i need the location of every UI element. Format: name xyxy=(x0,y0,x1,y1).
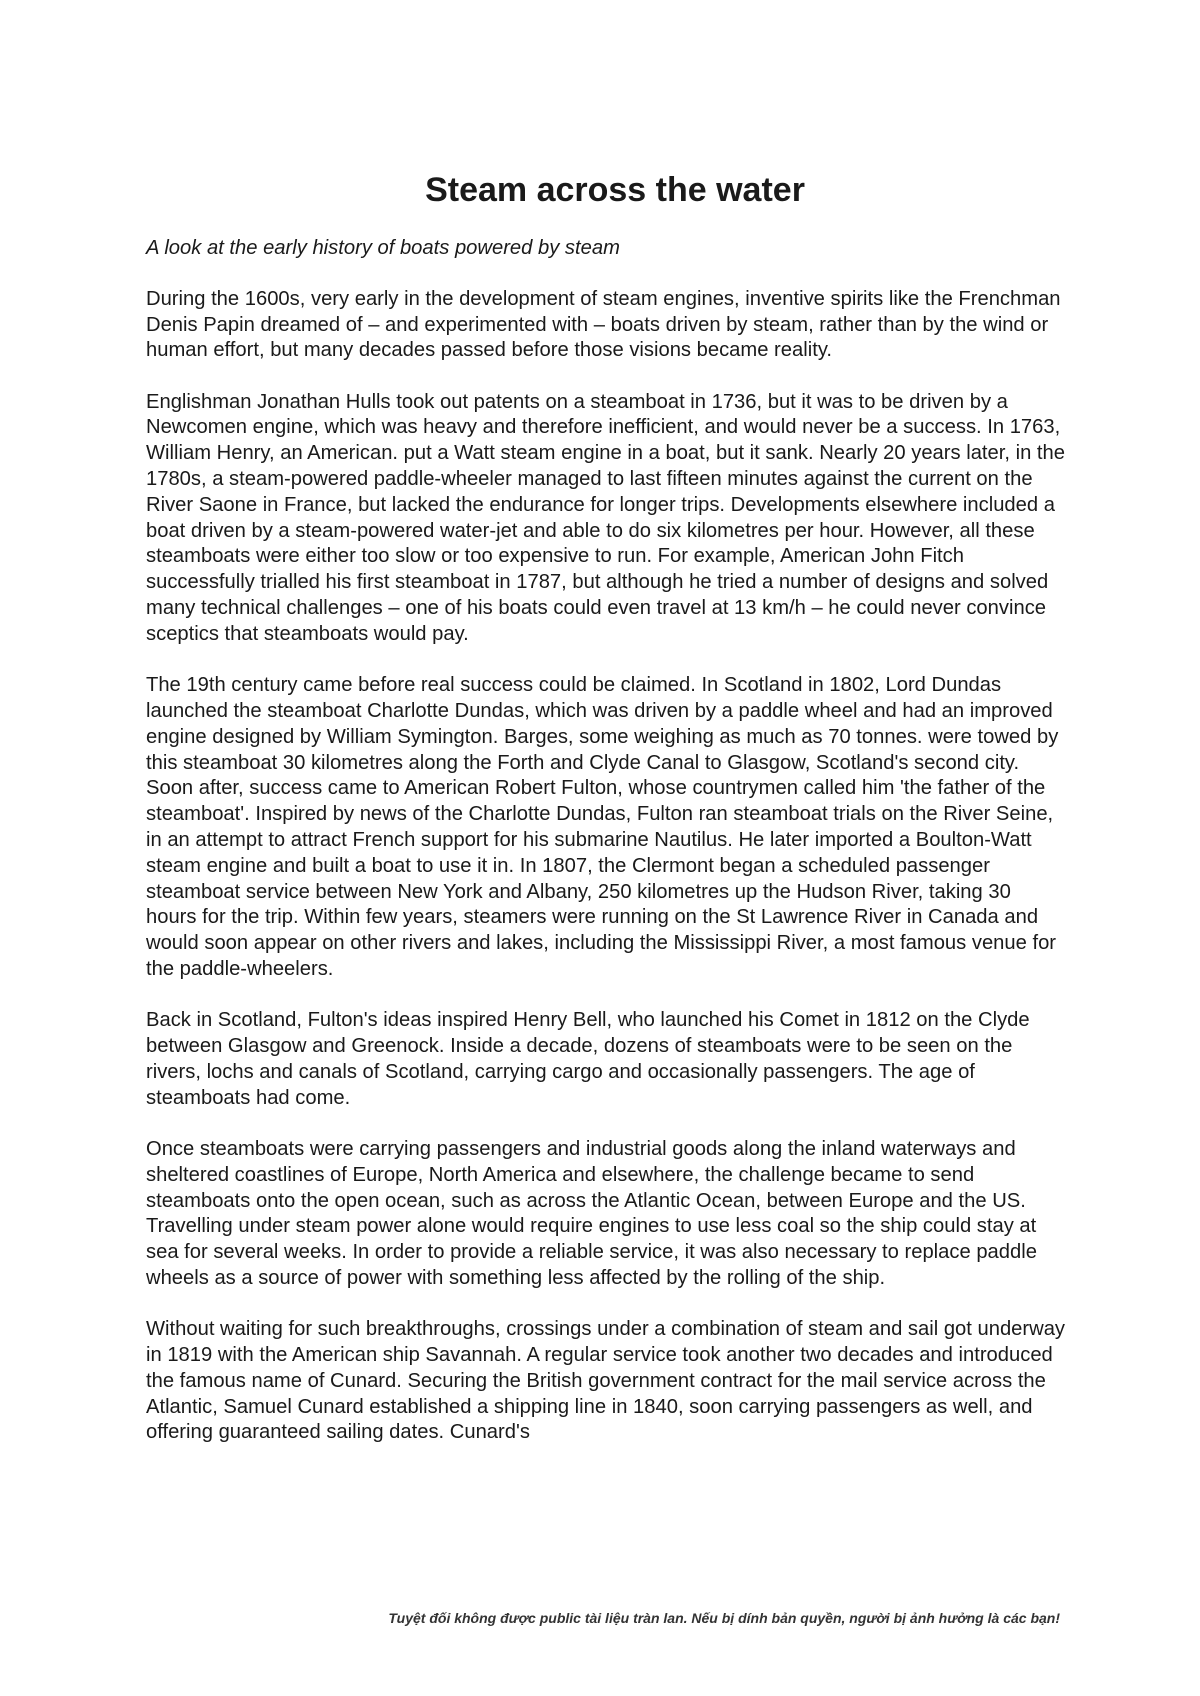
article-subtitle: A look at the early history of boats powered by steam xyxy=(146,237,620,259)
paragraph-1: During the 1600s, very early in the development of steam engines, inventive spirits like the Frenchman Denis Papin dreamed of – and experimented with – boats driven by steam, rather than by the wind or human effort, but many decades passed before those visions became reality. xyxy=(146,287,1061,362)
paragraph-3: The 19th century came before real success could be claimed. In Scotland in 1802, Lord Dundas launched the steamboat Charlotte Dundas, which was driven by a paddle wheel and had an improved engine designed by William Symington. Barges, some weighing as much as 70 tonnes. were towed by this steamboat 30 kilometres along the Forth and Clyde Canal to Glasgow, Scotland's second city. Soon after, success came to American Robert Fulton, whose countrymen called him 'the father of the steamboat'. Inspired by news of the Charlotte Dundas, Fulton ran steamboat trials on the River Seine, in an attempt to attract French support for his submarine Nautilus. He later imported a Boulton-Watt steam engine and built a boat to use it in. In 1807, the Clermont began a scheduled passenger steamboat service between New York and Albany, 250 kilometres up the Hudson River, taking 30 hours for the trip. Within few years, steamers were running on the St Lawrence River in Canada and would soon appear on other rivers and lakes, including the Mississippi River, a most famous venue for the paddle-wheelers. xyxy=(146,674,1059,980)
footer-notice: Tuyệt đối không được public tài liệu tràn lan. Nếu bị dính bản quyền, người bị ảnh hưởng là các bạn! xyxy=(388,1610,1060,1626)
paragraph-5: Once steamboats were carrying passengers and industrial goods along the inland waterways and sheltered coastlines of Europe, North America and elsewhere, the challenge became to send steamboats onto the open ocean, such as across the Atlantic Ocean, between Europe and the US. Travelling under steam power alone would require engines to use less coal so the ship could stay at sea for several weeks. In order to provide a reliable service, it was also necessary to replace paddle wheels as a source of power with something less affected by the rolling of the ship. xyxy=(146,1137,1037,1289)
paragraph-2: Englishman Jonathan Hulls took out patents on a steamboat in 1736, but it was to be driven by a Newcomen engine, which was heavy and therefore inefficient, and would never be a success. In 1763, William Henry, an American. put a Watt steam engine in a boat, but it sank. Nearly 20 years later, in the 1780s, a steam-powered paddle-wheeler managed to last fifteen minutes against the current on the River Saone in France, but lacked the endurance for longer trips. Developments elsewhere included a boat driven by a steam-powered water-jet and able to do six kilometres per hour. However, all these steamboats were either too slow or too expensive to run. For example, American John Fitch successfully trialled his first steamboat in 1787, but although he tried a number of designs and solved many technical challenges – one of his boats could even travel at 13 km/h – he could never convince sceptics that steamboats would pay. xyxy=(146,390,1065,645)
paragraph-4: Back in Scotland, Fulton's ideas inspired Henry Bell, who launched his Comet in 1812 on the Clyde between Glasgow and Greenock. Inside a decade, dozens of steamboats were to be seen on the rivers, lochs and canals of Scotland, carrying cargo and occasionally passengers. The age of steamboats had come. xyxy=(146,1009,1030,1109)
page-title: Steam across the water xyxy=(425,171,805,209)
article-body xyxy=(146,236,1066,1472)
paragraph-6: Without waiting for such breakthroughs, crossings under a combination of steam and sail got underway in 1819 with the American ship Savannah. A regular service took another two decades and introduced the famous name of Cunard. Securing the British government contract for the mail service across the Atlantic, Samuel Cunard established a shipping line in 1840, soon carrying passengers as well, and offering guaranteed sailing dates. Cunard's xyxy=(146,1318,1066,1444)
